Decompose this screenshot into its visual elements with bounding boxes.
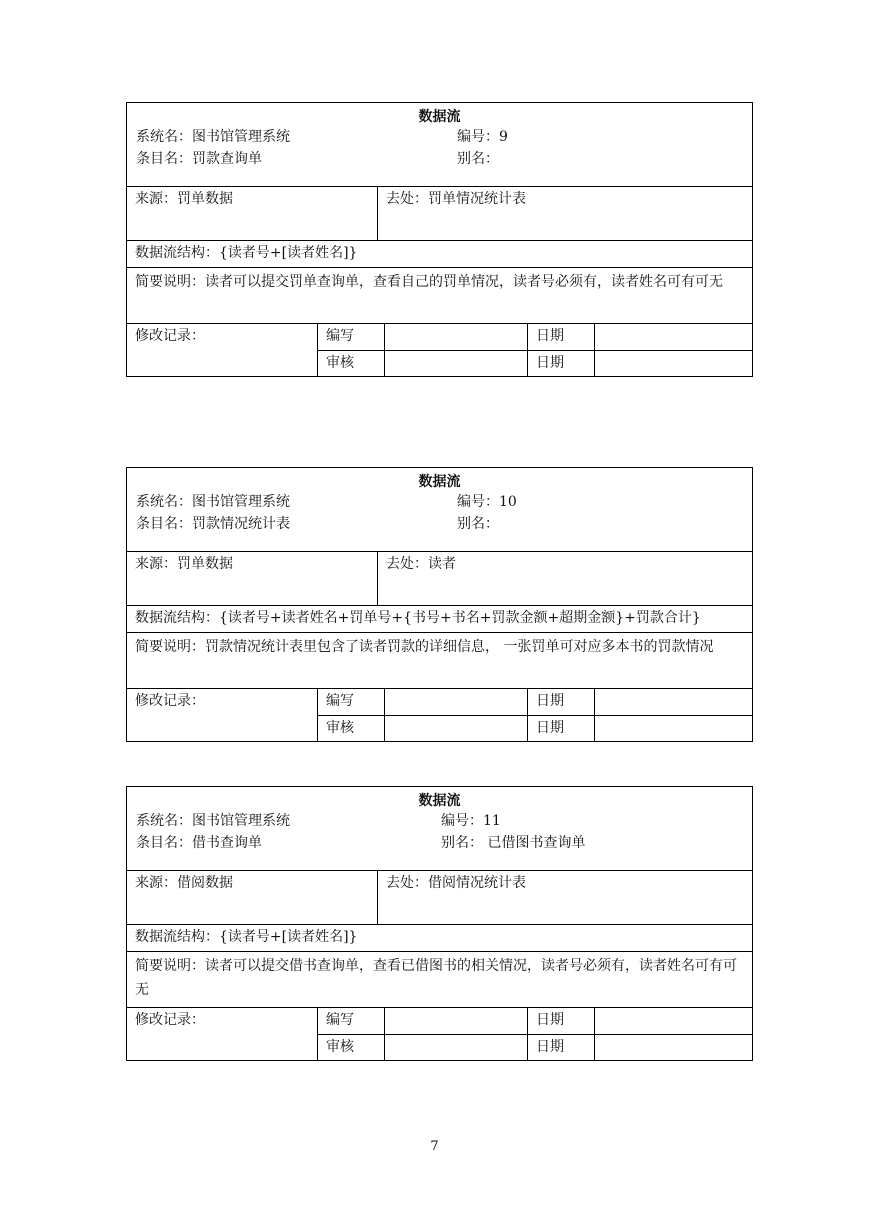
review-label: 审核: [318, 351, 385, 377]
write-value: [385, 1008, 528, 1034]
revision-record: [127, 689, 752, 741]
review-value: [385, 716, 528, 742]
entry-name: 条目名：罚款查询单: [136, 151, 262, 167]
date-label: 日期: [528, 689, 595, 715]
alias: 别名：: [457, 151, 499, 167]
alias: 别名： 已借图书查询单: [441, 835, 586, 851]
date-value: [595, 716, 752, 742]
date-label: 日期: [528, 324, 595, 350]
destination: 去处：借阅情况统计表: [386, 875, 526, 891]
date-value: [595, 689, 752, 715]
write-label: 编写: [318, 324, 385, 350]
date-value: [595, 1035, 752, 1061]
system-name: 系统名：图书馆管理系统: [136, 494, 290, 510]
review-label: 审核: [318, 716, 385, 742]
card-title: 数据流: [418, 474, 461, 490]
date-label: 日期: [528, 1008, 595, 1034]
revision-label: 修改记录：: [127, 1008, 318, 1060]
data-flow-card-9: [126, 102, 753, 377]
date-label: 日期: [528, 716, 595, 742]
description: 简要说明：读者可以提交罚单查询单，查看自己的罚单情况，读者号必须有，读者姓名可有可无: [127, 268, 752, 324]
write-label: 编写: [318, 689, 385, 715]
source: 来源：借阅数据: [127, 871, 378, 924]
description: 简要说明：罚款情况统计表里包含了读者罚款的详细信息， 一张罚单可对应多本书的罚款情况: [127, 633, 752, 689]
source-dest-row: [127, 187, 752, 241]
source: 来源：罚单数据: [127, 552, 378, 605]
entry-name: 条目名：罚款情况统计表: [136, 516, 290, 532]
description: 简要说明：读者可以提交借书查询单，查看已借图书的相关情况，读者号必须有，读者姓名可有可无: [127, 952, 752, 1008]
data-flow-card-11: [126, 786, 753, 1061]
alias: 别名：: [457, 516, 499, 532]
card-title: 数据流: [418, 109, 461, 125]
destination: 去处：罚单情况统计表: [386, 191, 526, 207]
entry-name: 条目名：借书查询单: [136, 835, 262, 851]
review-value: [385, 1035, 528, 1061]
destination: 去处：读者: [386, 556, 456, 572]
revision-record: [127, 1008, 752, 1060]
write-value: [385, 324, 528, 350]
item-number: 编号：10: [457, 494, 517, 510]
date-value: [595, 1008, 752, 1034]
card-title: 数据流: [418, 793, 461, 809]
structure: 数据流结构：{读者号+[读者姓名]}: [127, 241, 752, 268]
structure: 数据流结构：{读者号+[读者姓名]}: [127, 925, 752, 952]
card-header: [127, 468, 752, 552]
review-value: [385, 351, 528, 377]
source-dest-row: [127, 871, 752, 925]
revision-label: 修改记录：: [127, 324, 318, 376]
card-header: [127, 103, 752, 187]
review-label: 审核: [318, 1035, 385, 1061]
source: 来源：罚单数据: [127, 187, 378, 240]
write-value: [385, 689, 528, 715]
structure: 数据流结构：{读者号+读者姓名+罚单号+{书号+书名+罚款金额+超期金额}+罚款合计}: [127, 606, 752, 633]
source-dest-row: [127, 552, 752, 606]
system-name: 系统名：图书馆管理系统: [136, 129, 290, 145]
page-number: 7: [430, 1139, 439, 1154]
item-number: 编号：11: [441, 813, 501, 829]
date-label: 日期: [528, 351, 595, 377]
card-header: [127, 787, 752, 871]
revision-label: 修改记录：: [127, 689, 318, 741]
revision-record: [127, 324, 752, 376]
item-number: 编号：9: [457, 129, 508, 145]
data-flow-card-10: [126, 467, 753, 742]
date-value: [595, 351, 752, 377]
system-name: 系统名：图书馆管理系统: [136, 813, 290, 829]
date-label: 日期: [528, 1035, 595, 1061]
date-value: [595, 324, 752, 350]
write-label: 编写: [318, 1008, 385, 1034]
